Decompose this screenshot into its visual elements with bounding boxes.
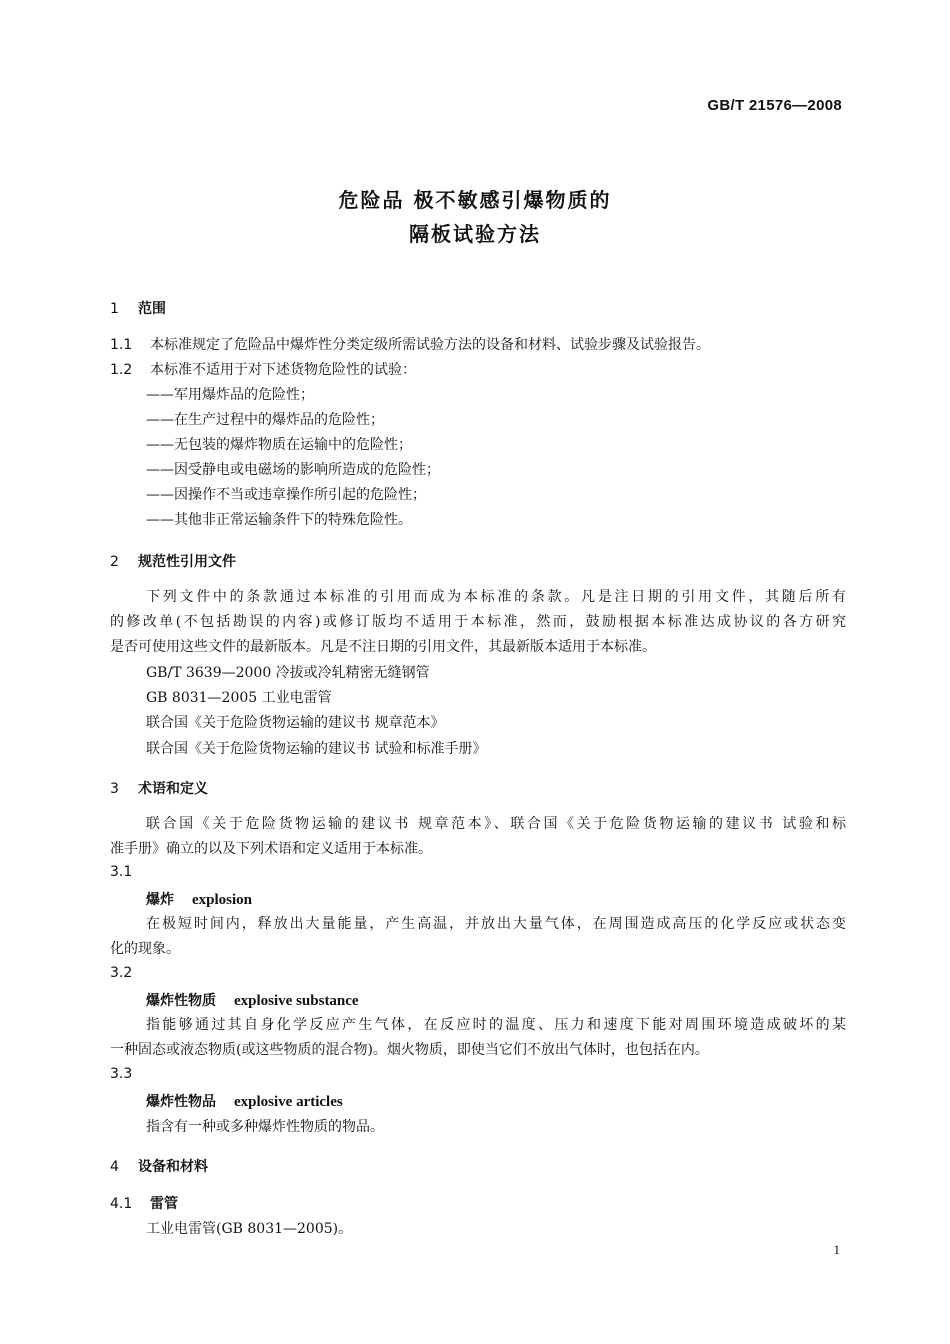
term-3-1-number: 3.1 — [110, 864, 133, 880]
normative-reference: 联合国《关于危险货物运输的建议书 试验和标准手册》 — [146, 741, 487, 757]
section4-number: 4 — [110, 1159, 119, 1175]
term-3-2-number: 3.2 — [110, 965, 133, 981]
term-3-3-en: explosive articles — [234, 1094, 343, 1110]
exclusion-item: ——无包装的爆炸物质在运输中的危险性； — [146, 437, 412, 453]
clause-1-1 — [110, 334, 710, 354]
section1-heading — [110, 298, 166, 318]
clause-1-2-text: 本标准不适用于对下述货物危险性的试验： — [150, 362, 416, 378]
section4-title: 设备和材料 — [138, 1159, 208, 1175]
section1-title: 范围 — [138, 301, 166, 317]
clause-4-1-heading — [110, 1193, 178, 1213]
term-3-1-definition-line2: 化的现象。 — [110, 941, 180, 957]
section3-number: 3 — [110, 781, 119, 797]
term-3-2-definition-line2: 一种固态或液态物质(或这些物质的混合物)。烟火物质，即使当它们不放出气体时，也包括在内。 — [110, 1042, 709, 1058]
clause-4-1-number: 4.1 — [110, 1196, 133, 1212]
term-3-3-number: 3.3 — [110, 1066, 133, 1082]
section2-paragraph-line1: 下列文件中的条款通过本标准的引用而成为本标准的条款。凡是注日期的引用文件，其随后所有 — [146, 589, 846, 605]
term-3-1-zh: 爆炸 — [146, 892, 174, 908]
normative-reference: GB 8031—2005 工业电雷管 — [146, 690, 332, 706]
normative-reference: 联合国《关于危险货物运输的建议书 规章范本》 — [146, 715, 445, 731]
section3-title: 术语和定义 — [138, 781, 208, 797]
section2-paragraph-line2: 的修改单(不包括勘误的内容)或修订版均不适用于本标准，然而，鼓励根据本标准达成协议的各方研究 — [110, 614, 846, 630]
term-3-2-zh: 爆炸性物质 — [146, 993, 216, 1009]
section1-number: 1 — [110, 301, 119, 317]
section2-heading — [110, 551, 236, 571]
clause-1-2 — [110, 359, 416, 379]
term-3-3 — [146, 1091, 343, 1111]
section3-heading — [110, 778, 208, 798]
exclusion-item: ——因受静电或电磁场的影响所造成的危险性； — [146, 462, 440, 478]
section3-intro-line2: 准手册》确立的以及下列术语和定义适用于本标准。 — [110, 841, 432, 857]
term-3-2-definition-line1: 指能够通过其自身化学反应产生气体，在反应时的温度、压力和速度下能对周围环境造成破坏的某 — [146, 1017, 846, 1033]
document-title-line1: 危险品 极不敏感引爆物质的 — [338, 188, 612, 212]
term-3-2-en: explosive substance — [234, 993, 359, 1009]
page-number: 1 — [833, 1242, 840, 1257]
term-3-3-definition: 指含有一种或多种爆炸性物质的物品。 — [146, 1119, 384, 1135]
normative-reference: GB/T 3639—2000 冷拔或冷轧精密无缝钢管 — [146, 665, 430, 681]
exclusion-item: ——因操作不当或违章操作所引起的危险性； — [146, 487, 426, 503]
section4-heading — [110, 1156, 208, 1176]
term-3-1 — [146, 889, 252, 909]
exclusion-item: ——在生产过程中的爆炸品的危险性； — [146, 412, 384, 428]
section2-paragraph-line3: 是否可使用这些文件的最新版本。凡是不注日期的引用文件，其最新版本适用于本标准。 — [110, 639, 656, 655]
exclusion-item: ——其他非正常运输条件下的特殊危险性。 — [146, 512, 412, 528]
document-title-line2: 隔板试验方法 — [409, 222, 541, 246]
clause-1-2-number: 1.2 — [110, 362, 133, 378]
clause-4-1-title: 雷管 — [150, 1196, 178, 1212]
section3-intro-line1: 联合国《关于危险货物运输的建议书 规章范本》、联合国《关于危险货物运输的建议书 试验和标 — [146, 816, 846, 832]
clause-1-1-text: 本标准规定了危险品中爆炸性分类定级所需试验方法的设备和材料、试验步骤及试验报告。 — [150, 337, 710, 353]
term-3-1-en: explosion — [192, 892, 253, 908]
standard-number: GB/T 21576—2008 — [707, 97, 842, 114]
section2-title: 规范性引用文件 — [138, 554, 236, 570]
clause-4-1-text: 工业电雷管(GB 8031—2005)。 — [146, 1221, 353, 1237]
clause-1-1-number: 1.1 — [110, 337, 133, 353]
term-3-1-definition-line1: 在极短时间内，释放出大量能量，产生高温，并放出大量气体，在周围造成高压的化学反应或状态变 — [146, 916, 846, 932]
term-3-3-zh: 爆炸性物品 — [146, 1094, 216, 1110]
section2-number: 2 — [110, 554, 119, 570]
term-3-2 — [146, 990, 359, 1010]
exclusion-item: ——军用爆炸品的危险性； — [146, 387, 314, 403]
